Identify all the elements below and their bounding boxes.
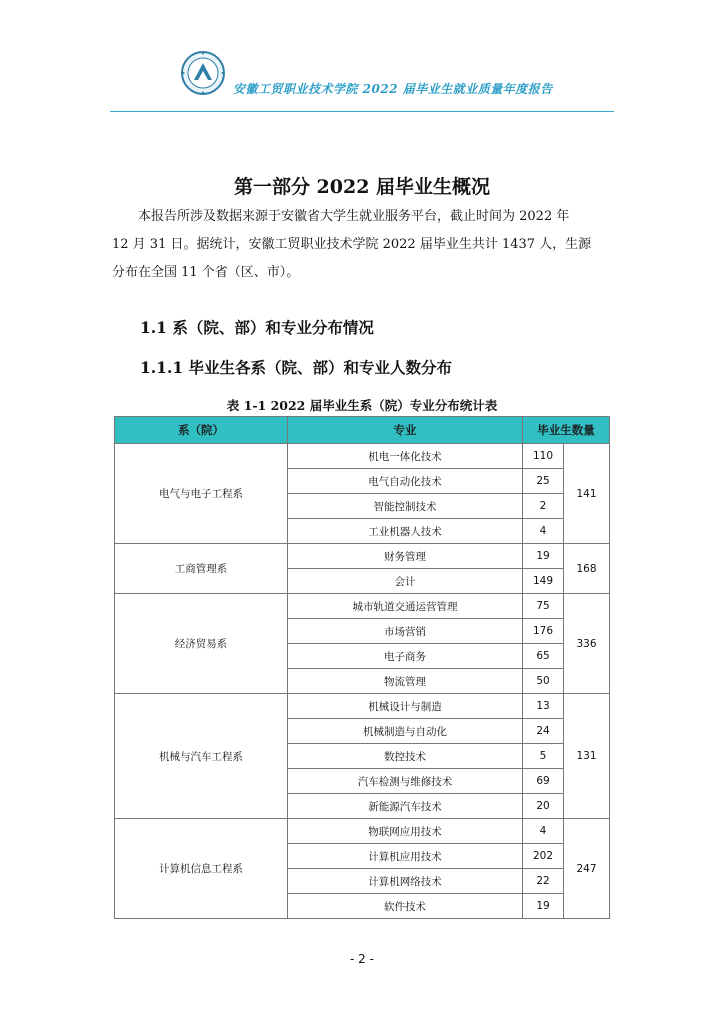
major-cell: 工业机器人技术 — [288, 519, 523, 544]
table-row — [115, 819, 610, 844]
major-cell: 软件技术 — [288, 894, 523, 919]
major-count-cell: 20 — [523, 794, 564, 819]
header-department: 系（院） — [115, 417, 288, 444]
major-count-cell: 19 — [523, 544, 564, 569]
major-cell: 汽车检测与维修技术 — [288, 769, 523, 794]
major-count-cell: 2 — [523, 494, 564, 519]
table-row — [115, 594, 610, 619]
major-count-cell: 110 — [523, 444, 564, 469]
major-count-cell: 4 — [523, 519, 564, 544]
major-count-cell: 5 — [523, 744, 564, 769]
major-cell: 城市轨道交通运营管理 — [288, 594, 523, 619]
major-cell: 计算机应用技术 — [288, 844, 523, 869]
part-title: 第一部分 2022 届毕业生概况 — [233, 176, 491, 198]
table-row — [115, 544, 610, 569]
major-cell: 会计 — [288, 569, 523, 594]
intro-paragraph-line-2: 12 月 31 日。据统计，安徽工贸职业技术学院 2022 届毕业生共计 1437 人，生源 — [112, 237, 592, 252]
major-cell: 电子商务 — [288, 644, 523, 669]
major-cell: 市场营销 — [288, 619, 523, 644]
major-cell: 机械设计与制造 — [288, 694, 523, 719]
major-cell: 财务管理 — [288, 544, 523, 569]
major-count-cell: 4 — [523, 819, 564, 844]
department-total-cell: 131 — [564, 694, 610, 819]
intro-paragraph-line-3: 分布在全国 11 个省（区、市）。 — [112, 265, 300, 280]
table-row — [115, 444, 610, 469]
report-header-title: 安徽工贸职业技术学院 2022 届毕业生就业质量年度报告 — [233, 82, 553, 96]
major-count-cell: 25 — [523, 469, 564, 494]
major-cell: 计算机网络技术 — [288, 869, 523, 894]
department-cell: 电气与电子工程系 — [115, 444, 288, 544]
department-cell: 机械与汽车工程系 — [115, 694, 288, 819]
major-count-cell: 176 — [523, 619, 564, 644]
major-count-cell: 19 — [523, 894, 564, 919]
section-heading-1-1: 1.1 系（院、部）和专业分布情况 — [140, 318, 374, 337]
department-total-cell: 247 — [564, 819, 610, 919]
major-cell: 机械制造与自动化 — [288, 719, 523, 744]
major-count-cell: 50 — [523, 669, 564, 694]
major-count-cell: 75 — [523, 594, 564, 619]
page-number: - 2 - — [350, 952, 374, 966]
major-cell: 新能源汽车技术 — [288, 794, 523, 819]
major-cell: 电气自动化技术 — [288, 469, 523, 494]
major-cell: 机电一体化技术 — [288, 444, 523, 469]
major-count-cell: 65 — [523, 644, 564, 669]
header-graduate-count: 毕业生数量 — [523, 417, 610, 444]
major-count-cell: 24 — [523, 719, 564, 744]
department-cell: 经济贸易系 — [115, 594, 288, 694]
department-cell: 计算机信息工程系 — [115, 819, 288, 919]
major-distribution-table — [114, 416, 610, 919]
major-count-cell: 13 — [523, 694, 564, 719]
department-cell: 工商管理系 — [115, 544, 288, 594]
department-total-cell: 336 — [564, 594, 610, 694]
table-row — [115, 694, 610, 719]
school-seal-icon — [180, 50, 226, 96]
intro-paragraph-line-1: 本报告所涉及数据来源于安徽省大学生就业服务平台，截止时间为 2022 年 — [138, 209, 570, 224]
department-total-cell: 168 — [564, 544, 610, 594]
major-cell: 物联网应用技术 — [288, 819, 523, 844]
major-cell: 数控技术 — [288, 744, 523, 769]
major-cell: 物流管理 — [288, 669, 523, 694]
major-count-cell: 69 — [523, 769, 564, 794]
page-header — [110, 50, 614, 112]
table-header-row — [115, 417, 610, 444]
section-heading-1-1-1: 1.1.1 毕业生各系（院、部）和专业人数分布 — [140, 358, 453, 377]
table-caption: 表 1-1 2022 届毕业生系（院）专业分布统计表 — [226, 398, 498, 413]
header-divider — [110, 111, 614, 112]
major-count-cell: 149 — [523, 569, 564, 594]
major-count-cell: 202 — [523, 844, 564, 869]
department-total-cell: 141 — [564, 444, 610, 544]
major-cell: 智能控制技术 — [288, 494, 523, 519]
header-major: 专业 — [288, 417, 523, 444]
major-count-cell: 22 — [523, 869, 564, 894]
